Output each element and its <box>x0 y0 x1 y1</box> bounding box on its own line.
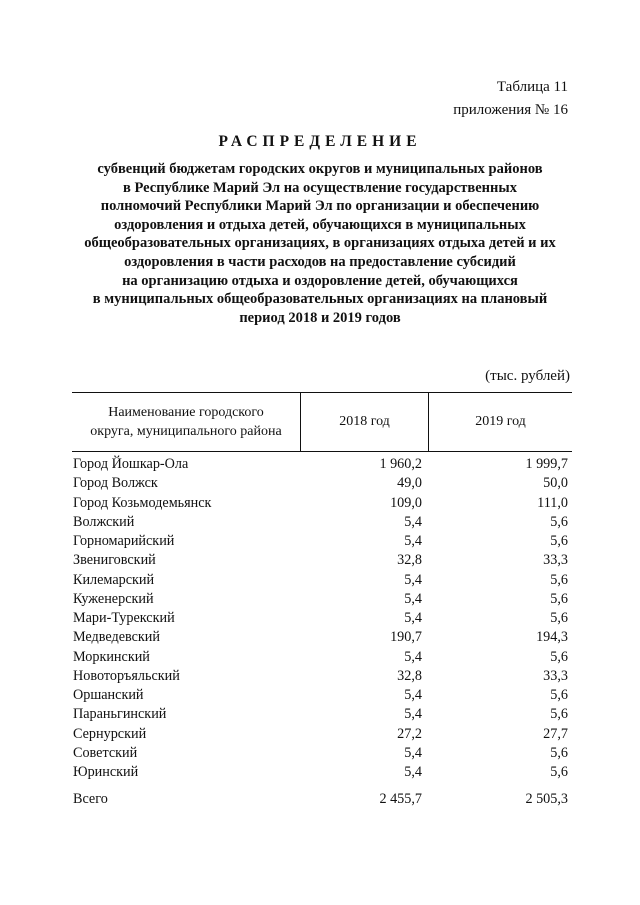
value-2019: 5,6 <box>550 744 568 761</box>
district-name: Сернурский <box>73 725 147 742</box>
district-name: Медведевский <box>73 629 160 646</box>
column-header-2018: 2018 год <box>339 414 390 429</box>
appendix-number: приложения № 16 <box>453 102 568 118</box>
value-2019: 27,7 <box>543 725 568 742</box>
value-2018: 5,4 <box>404 648 422 665</box>
table-row <box>0 495 640 514</box>
table-row <box>0 591 640 610</box>
title-line: в Республике Марий Эл на осуществление государственных <box>123 179 517 196</box>
value-2019: 5,6 <box>550 687 568 703</box>
district-name: Килемарский <box>73 571 155 588</box>
table-row <box>0 745 640 764</box>
district-name: Куженерский <box>73 590 154 607</box>
column-header-name-line: Наименование городского <box>108 405 264 420</box>
value-2018: 27,2 <box>397 725 422 742</box>
district-name: Моркинский <box>73 648 150 665</box>
value-2019: 5,6 <box>550 533 568 549</box>
table-row <box>0 533 640 552</box>
table-row <box>0 456 640 475</box>
column-header-name <box>72 403 300 441</box>
table-row <box>0 552 640 571</box>
title-line: оздоровления в части расходов на предоставление субсидий <box>124 253 516 270</box>
document-title <box>60 160 580 327</box>
table-number: Таблица 11 <box>496 79 568 95</box>
value-2019: 5,6 <box>550 571 568 588</box>
value-2018: 5,4 <box>404 744 422 761</box>
total-2019: 2 505,3 <box>525 791 568 807</box>
value-2019: 5,6 <box>550 610 568 626</box>
value-2018: 5,4 <box>404 590 422 607</box>
table-row <box>0 726 640 745</box>
column-header-2019: 2019 год <box>475 414 526 429</box>
total-label: Всего <box>73 791 108 807</box>
value-2019: 5,6 <box>550 764 568 780</box>
value-2018: 190,7 <box>390 629 422 646</box>
value-2018: 5,4 <box>404 513 422 530</box>
value-2019: 33,3 <box>543 552 568 569</box>
table-row <box>0 668 640 687</box>
table-row <box>0 475 640 494</box>
document-heading: РАСПРЕДЕЛЕНИЕ <box>218 133 422 150</box>
table-total-row <box>0 791 640 811</box>
value-2018: 49,0 <box>397 475 422 492</box>
district-name: Оршанский <box>73 687 144 703</box>
table-row <box>0 687 640 706</box>
table-row <box>0 706 640 725</box>
table-row <box>0 649 640 668</box>
district-name: Новоторъяльский <box>73 667 180 684</box>
value-2018: 1 960,2 <box>379 456 422 472</box>
value-2019: 111,0 <box>537 494 568 511</box>
district-name: Параньгинский <box>73 706 167 723</box>
district-name: Город Йошкар-Ола <box>73 456 189 472</box>
units-label: (тыс. рублей) <box>485 368 570 384</box>
title-line: полномочий Республики Марий Эл по организации и обеспечению <box>100 198 540 215</box>
column-header-name-line: округа, муниципального района <box>90 424 282 439</box>
value-2019: 5,6 <box>550 706 568 723</box>
table-row <box>0 514 640 533</box>
value-2019: 194,3 <box>536 629 568 646</box>
table-row <box>0 572 640 591</box>
value-2019: 5,6 <box>550 590 568 607</box>
district-name: Звениговский <box>73 552 156 569</box>
district-name: Юринский <box>73 764 139 780</box>
value-2019: 1 999,7 <box>525 456 568 472</box>
district-name: Мари-Турекский <box>73 610 175 626</box>
value-2018: 5,4 <box>404 706 422 723</box>
table-top-rule <box>72 392 572 393</box>
table-row <box>0 610 640 629</box>
total-2018: 2 455,7 <box>379 791 422 807</box>
table-row <box>0 764 640 783</box>
title-line: в муниципальных общеобразовательных организациях на плановый <box>92 291 548 308</box>
value-2018: 32,8 <box>397 667 422 684</box>
table-row <box>0 629 640 648</box>
district-name: Волжский <box>73 513 135 530</box>
value-2019: 5,6 <box>550 648 568 665</box>
district-name: Горномарийский <box>73 533 175 549</box>
value-2018: 5,4 <box>404 610 422 626</box>
value-2018: 109,0 <box>390 494 422 511</box>
title-line: оздоровления и отдыха детей, обучающихся в муниципальных <box>114 216 526 233</box>
value-2018: 5,4 <box>404 533 422 549</box>
value-2018: 5,4 <box>404 764 422 780</box>
title-line: на организацию отдыха и оздоровление детей, обучающихся <box>122 272 518 289</box>
table-header-rule <box>72 451 572 452</box>
value-2019: 50,0 <box>543 475 568 492</box>
district-name: Город Козьмодемьянск <box>73 494 212 511</box>
title-line: период 2018 и 2019 годов <box>239 309 401 326</box>
title-line: общеобразовательных организациях, в организациях отдыха детей и их <box>84 235 556 252</box>
table-body <box>0 456 640 783</box>
value-2018: 5,4 <box>404 687 422 703</box>
value-2019: 33,3 <box>543 667 568 684</box>
district-name: Советский <box>73 744 138 761</box>
value-2018: 32,8 <box>397 552 422 569</box>
title-line: субвенций бюджетам городских округов и муниципальных районов <box>97 161 543 177</box>
value-2018: 5,4 <box>404 571 422 588</box>
district-name: Город Волжск <box>73 475 158 492</box>
value-2019: 5,6 <box>550 513 568 530</box>
